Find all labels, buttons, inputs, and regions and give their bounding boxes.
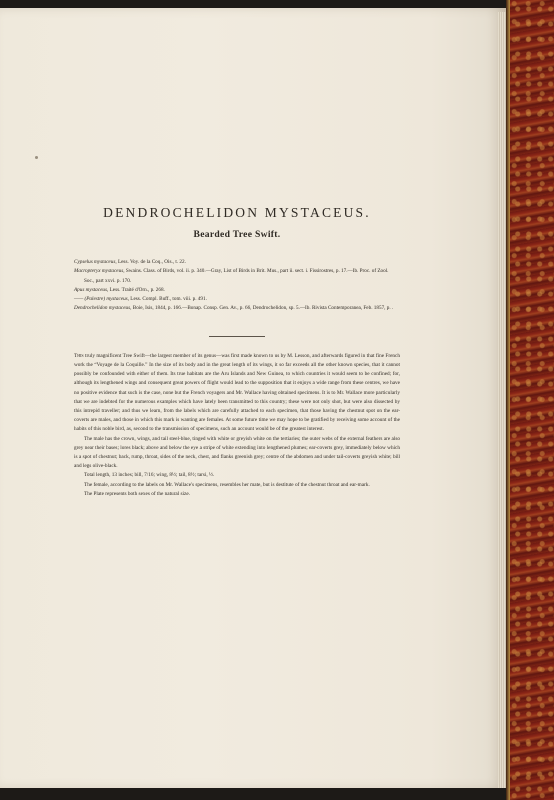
section-divider — [209, 336, 265, 337]
species-title: DENDROCHELIDON MYSTACEUS. — [103, 205, 371, 220]
synonym-reference: Less. Traité d'Orn., p. 268. — [108, 286, 165, 293]
synonym-name: Dendrochelidon mystaceus, — [74, 305, 132, 312]
paragraph-female: The female, according to the labels on Mr. Wallace's specimens, resembles her mate, but is destitute of the chestnut throat and ear-mark. — [84, 481, 370, 488]
synonym-entry — [74, 295, 400, 304]
page-content — [74, 205, 400, 499]
page-spot — [35, 156, 38, 159]
synonymy-list — [74, 258, 400, 314]
synonym-reference: Boie, Isis, 1844, p. 166.—Bonap. Consp. Gen. Av., p. 66, Dendrochelidon, sp. 5.—Ib. Rivista Contemporanea, Feb. 1857, p. . — [131, 305, 394, 312]
paragraph-measurements: Total length, 13 inches; bill, 7/16; wing, 8½; tail, 8½; tarsi, ½. — [84, 472, 215, 479]
synonym-reference: Less. Compl. Buff., tom. viii. p. 491. — [129, 296, 207, 303]
synonym-entry — [74, 286, 400, 295]
synonym-name: Macropteryx mystaceus, — [74, 268, 125, 275]
common-name: Bearded Tree Swift. — [193, 229, 281, 240]
synonym-name: —— (Palestre) mystaceus, — [74, 296, 129, 303]
paragraph-intro-text: truly magnificent Tree Swift—the largest member of its genus—was first made known to us by M. Lesson, and afterwards figured in that fine French work the “Voyage de la Coquille.” In the size of its body and in the great length of its wings, it so far exceeds all the other known species, that it cannot possibly be confounded with either of them. Its true habitats are the Aru Islands and New Guinea, to which countries it would seem to be confined; for, although its lengthened wings and consequent great powers of flight would lead to the supposition that it enjoys a wide range from these centres, we have no positive evidence that such is the case, none but the French voyagers and Mr. Wallace having obtained specimens. It is to Mr. Wallace more particularly that we are indebted for the numerous examples which have lately been transmitted to this country; these were not only shot, but were also dissected by this intrepid traveller; and thus we learn, from the labels which are carefully attached to each specimen, that those having the chestnut spot on the ear-coverts are males, and those in which this mark is wanting are females. At some future time we may hope to be gratified by receiving some account of the habits of this noble bird, as, second to the transmission of specimens, such an account would be of the greatest interest. — [74, 352, 400, 433]
synonym-name: Apus mystaceus, — [74, 286, 109, 293]
synonym-entry — [74, 304, 400, 313]
paragraph-male: The male has the crown, wings, and tail steel-blue, tinged with white or greyish white on the tertiaries; the outer webs of the external feathers are also grey near their bases; lores black; above and below the eye a stripe of white extending into lengthened plumes; ear-coverts grey, immediately below which is a spot of chestnut; back, rump, throat, sides of the neck, chest, and flanks greenish grey; centre of the abdomen and under tail-coverts greyish white; bill and legs olive-black. — [74, 435, 400, 470]
lead-word: This — [74, 352, 84, 359]
synonym-entry — [74, 267, 400, 286]
synonym-name: Cypselus mystaceus, — [74, 259, 117, 265]
paragraph-intro — [74, 352, 400, 435]
marbled-binding — [510, 0, 554, 800]
synonym-reference: Swains. Class. of Birds, vol. ii. p. 340.—Gray, List of Birds in Brit. Mus., part ii. sect. i. Fissirostres, p. 17.—Ib. Proc. of Zool. Soc., part xxvi. p. 170. — [84, 268, 389, 284]
paragraph-plate: The Plate represents both sexes of the natural size. — [84, 490, 190, 497]
description-text — [74, 352, 400, 499]
synonym-entry — [74, 258, 400, 267]
synonym-reference: Less. Voy. de la Coq., Ois., t. 22. — [116, 259, 186, 265]
